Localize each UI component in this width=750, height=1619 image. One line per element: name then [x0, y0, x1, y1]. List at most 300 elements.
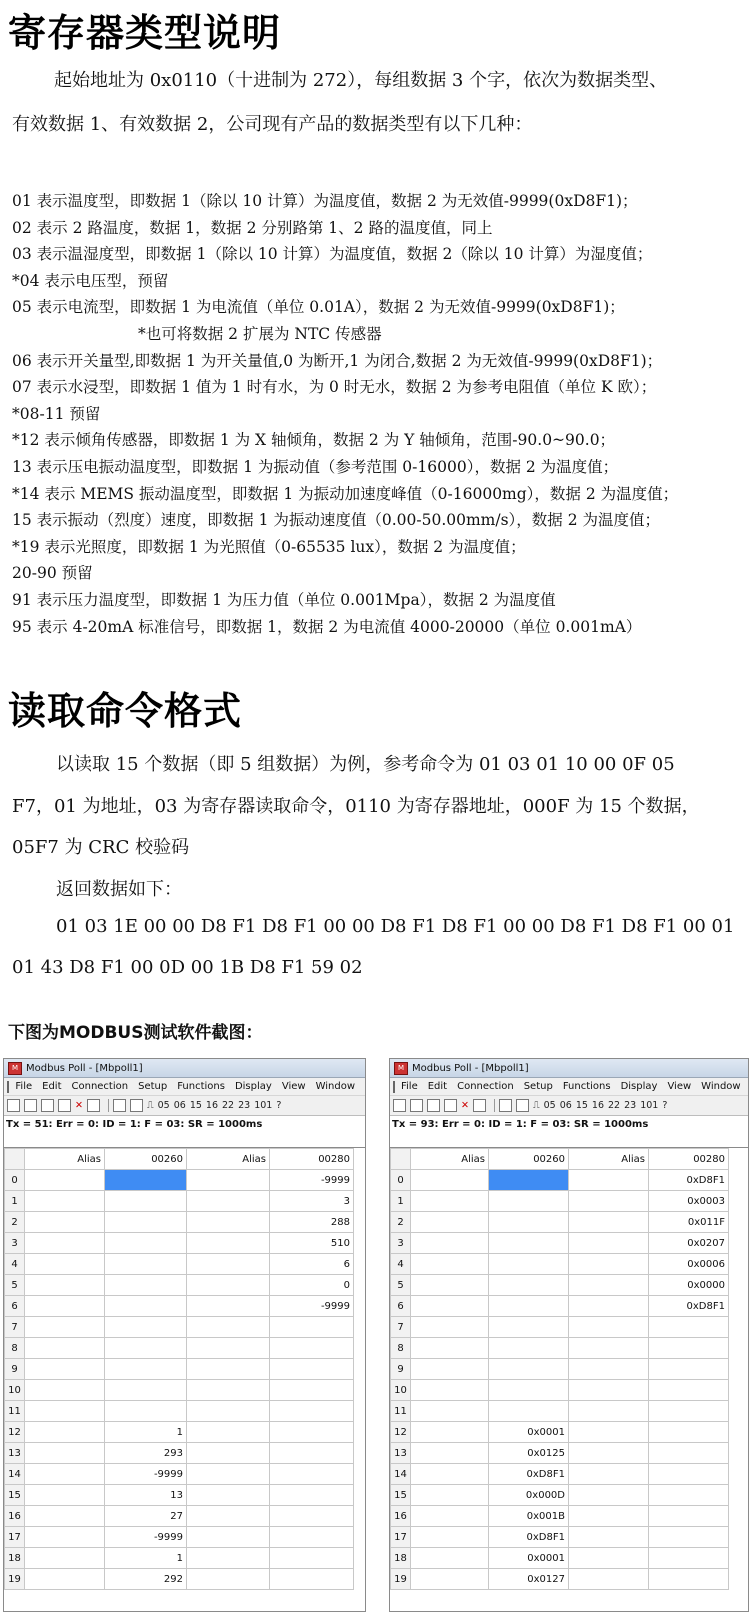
alias-cell[interactable]: [25, 1527, 105, 1548]
table-row: [391, 1170, 729, 1191]
menu-item-file[interactable]: File: [15, 1081, 33, 1092]
alias-cell[interactable]: [187, 1191, 270, 1212]
register-value-cell[interactable]: 0x011F: [649, 1212, 729, 1233]
alias-cell[interactable]: [569, 1233, 649, 1254]
register-value-cell[interactable]: [489, 1275, 569, 1296]
row-number: 3: [5, 1233, 25, 1254]
function-code-button[interactable]: 16: [591, 1100, 604, 1111]
table-row: [391, 1275, 729, 1296]
register-value-cell[interactable]: [105, 1380, 187, 1401]
menu-item-edit[interactable]: Edit: [427, 1081, 448, 1092]
row-number: 12: [5, 1422, 25, 1443]
row-number: 9: [391, 1359, 411, 1380]
alias-cell[interactable]: [411, 1212, 489, 1233]
function-code-button[interactable]: 05: [157, 1100, 170, 1111]
register-value-cell[interactable]: [649, 1506, 729, 1527]
row-number: 0: [391, 1170, 411, 1191]
alias-cell[interactable]: [25, 1296, 105, 1317]
alias-cell[interactable]: [25, 1212, 105, 1233]
alias-cell[interactable]: [411, 1296, 489, 1317]
connect-icon[interactable]: [499, 1099, 512, 1112]
function-code-button[interactable]: 101: [254, 1100, 273, 1111]
alias-column-header[interactable]: Alias: [569, 1149, 649, 1170]
new-icon[interactable]: [7, 1099, 20, 1112]
table-row: [391, 1443, 729, 1464]
function-code-button[interactable]: 15: [189, 1100, 202, 1111]
open-icon[interactable]: [24, 1099, 37, 1112]
table-row: [391, 1464, 729, 1485]
register-value-cell[interactable]: 0xD8F1: [649, 1170, 729, 1191]
register-value-cell[interactable]: [649, 1548, 729, 1569]
register-value-cell[interactable]: [270, 1359, 354, 1380]
open-icon[interactable]: [410, 1099, 423, 1112]
register-value-cell[interactable]: 0xD8F1: [489, 1464, 569, 1485]
toolbar-separator: [494, 1099, 495, 1112]
menu-item-display[interactable]: Display: [620, 1081, 658, 1092]
register-value-cell[interactable]: 0x0001: [489, 1548, 569, 1569]
alias-cell[interactable]: [411, 1464, 489, 1485]
register-value-cell[interactable]: [489, 1212, 569, 1233]
table-row: [5, 1548, 354, 1569]
register-value-cell[interactable]: 0x001B: [489, 1506, 569, 1527]
register-value-cell[interactable]: [105, 1401, 187, 1422]
alias-cell[interactable]: [25, 1233, 105, 1254]
register-value-cell[interactable]: 293: [105, 1443, 187, 1464]
alias-cell[interactable]: [25, 1548, 105, 1569]
register-value-cell[interactable]: 0x000D: [489, 1485, 569, 1506]
alias-cell[interactable]: [569, 1506, 649, 1527]
alias-cell[interactable]: [187, 1443, 270, 1464]
save-icon[interactable]: [427, 1099, 440, 1112]
grid-header-row: [391, 1149, 729, 1170]
register-value-cell[interactable]: 27: [105, 1506, 187, 1527]
alias-cell[interactable]: [569, 1527, 649, 1548]
register-value-cell[interactable]: [649, 1380, 729, 1401]
alias-cell[interactable]: [411, 1380, 489, 1401]
address-column-header[interactable]: 00260: [489, 1149, 569, 1170]
document-icon[interactable]: [393, 1081, 395, 1093]
row-number: 17: [391, 1527, 411, 1548]
register-value-cell[interactable]: [270, 1380, 354, 1401]
register-value-cell[interactable]: 0x0000: [649, 1275, 729, 1296]
alias-cell[interactable]: [569, 1359, 649, 1380]
register-value-cell[interactable]: 0x0125: [489, 1443, 569, 1464]
menu-item-view[interactable]: View: [281, 1081, 306, 1092]
data-type-line: *12 表示倾角传感器，即数据 1 为 X 轴倾角，数据 2 为 Y 轴倾角，范围-90.0~90.0；: [12, 431, 616, 450]
register-value-cell[interactable]: -9999: [105, 1527, 187, 1548]
menu-item-connection[interactable]: Connection: [71, 1081, 129, 1092]
data-type-line: *08-11 预留: [12, 404, 101, 423]
register-value-cell[interactable]: [649, 1569, 729, 1590]
table-row: [391, 1317, 729, 1338]
close-icon[interactable]: ✕: [75, 1100, 83, 1111]
register-value-cell[interactable]: [105, 1212, 187, 1233]
row-number: 10: [391, 1380, 411, 1401]
row-number: 19: [391, 1569, 411, 1590]
function-code-button[interactable]: 23: [624, 1100, 637, 1111]
table-row: [5, 1275, 354, 1296]
menu-item-edit[interactable]: Edit: [42, 1081, 62, 1092]
row-number: 2: [391, 1212, 411, 1233]
menu-item-window[interactable]: Window: [315, 1081, 355, 1092]
alias-cell[interactable]: [569, 1338, 649, 1359]
function-code-button[interactable]: 06: [559, 1100, 572, 1111]
alias-cell[interactable]: [25, 1506, 105, 1527]
register-value-cell[interactable]: -9999: [270, 1170, 354, 1191]
alias-cell[interactable]: [569, 1443, 649, 1464]
data-type-line: 01 表示温度型，即数据 1（除以 10 计算）为温度值，数据 2 为无效值-9999(0xD8F1)；: [12, 192, 638, 210]
register-value-cell[interactable]: [489, 1254, 569, 1275]
register-value-cell[interactable]: 0: [270, 1275, 354, 1296]
connect-icon[interactable]: [113, 1099, 126, 1112]
alias-cell[interactable]: [25, 1254, 105, 1275]
row-number: 7: [5, 1317, 25, 1338]
alias-column-header[interactable]: Alias: [187, 1149, 270, 1170]
alias-cell[interactable]: [25, 1569, 105, 1590]
alias-column-header[interactable]: Alias: [25, 1149, 105, 1170]
function-code-button[interactable]: 22: [608, 1100, 621, 1111]
print-icon[interactable]: [444, 1099, 457, 1112]
pulse-icon[interactable]: ⎍: [146, 1100, 154, 1111]
pulse-icon[interactable]: ⎍: [532, 1100, 540, 1111]
register-value-cell[interactable]: [489, 1296, 569, 1317]
register-value-cell[interactable]: [105, 1275, 187, 1296]
function-code-button[interactable]: 05: [543, 1100, 556, 1111]
alias-cell[interactable]: [569, 1212, 649, 1233]
alias-cell[interactable]: [187, 1212, 270, 1233]
alias-cell[interactable]: [187, 1401, 270, 1422]
register-value-cell[interactable]: [105, 1338, 187, 1359]
alias-cell[interactable]: [569, 1380, 649, 1401]
row-number: 1: [5, 1191, 25, 1212]
register-value-cell[interactable]: [270, 1338, 354, 1359]
register-value-cell[interactable]: [649, 1485, 729, 1506]
table-row: [5, 1464, 354, 1485]
register-value-cell[interactable]: [105, 1296, 187, 1317]
data-type-line: 95 表示 4-20mA 标准信号，即数据 1，数据 2 为电流值 4000-20000（单位 0.001mA）: [12, 617, 642, 636]
menu-item-view[interactable]: View: [667, 1081, 692, 1092]
alias-cell[interactable]: [411, 1275, 489, 1296]
window-titlebar[interactable]: [4, 1059, 365, 1078]
register-value-cell[interactable]: [489, 1359, 569, 1380]
disconnect-icon[interactable]: [130, 1099, 143, 1112]
alias-cell[interactable]: [569, 1254, 649, 1275]
register-value-cell[interactable]: [270, 1464, 354, 1485]
register-value-cell[interactable]: [270, 1422, 354, 1443]
function-code-button[interactable]: 101: [640, 1100, 659, 1111]
register-value-cell[interactable]: [270, 1317, 354, 1338]
alias-cell[interactable]: [25, 1380, 105, 1401]
data-type-line: 13 表示压电振动温度型，即数据 1 为振动值（参考范围 0-16000），数据 2 为温度值；: [12, 458, 619, 476]
register-value-cell[interactable]: [489, 1380, 569, 1401]
document-icon[interactable]: [7, 1081, 9, 1093]
alias-cell[interactable]: [187, 1422, 270, 1443]
table-row: [391, 1548, 729, 1569]
alias-cell[interactable]: [569, 1170, 649, 1191]
alias-cell[interactable]: [25, 1359, 105, 1380]
alias-cell[interactable]: [569, 1569, 649, 1590]
register-value-cell[interactable]: 0x0127: [489, 1569, 569, 1590]
alias-cell[interactable]: [411, 1422, 489, 1443]
register-value-cell[interactable]: [649, 1464, 729, 1485]
alias-cell[interactable]: [187, 1275, 270, 1296]
alias-cell[interactable]: [25, 1443, 105, 1464]
alias-cell[interactable]: [187, 1254, 270, 1275]
alias-cell[interactable]: [187, 1359, 270, 1380]
register-value-cell[interactable]: 6: [270, 1254, 354, 1275]
register-value-cell[interactable]: [649, 1422, 729, 1443]
register-value-cell[interactable]: 1: [105, 1548, 187, 1569]
function-code-button[interactable]: 06: [173, 1100, 186, 1111]
row-number: 13: [391, 1443, 411, 1464]
alias-cell[interactable]: [411, 1485, 489, 1506]
alias-cell[interactable]: [569, 1275, 649, 1296]
register-value-cell[interactable]: [489, 1317, 569, 1338]
alias-cell[interactable]: [411, 1317, 489, 1338]
alias-cell[interactable]: [187, 1548, 270, 1569]
row-number: 15: [391, 1485, 411, 1506]
register-value-cell[interactable]: [270, 1506, 354, 1527]
alias-column-header[interactable]: Alias: [411, 1149, 489, 1170]
row-number: 16: [5, 1506, 25, 1527]
register-value-cell[interactable]: -9999: [270, 1296, 354, 1317]
register-value-cell[interactable]: 3: [270, 1191, 354, 1212]
row-number: 17: [5, 1527, 25, 1548]
row-number: 13: [5, 1443, 25, 1464]
register-value-cell[interactable]: [270, 1443, 354, 1464]
alias-cell[interactable]: [25, 1422, 105, 1443]
register-value-cell[interactable]: [489, 1338, 569, 1359]
menu-item-functions[interactable]: Functions: [562, 1081, 611, 1092]
function-code-button[interactable]: 22: [222, 1100, 235, 1111]
data-type-line: *04 表示电压型，预留: [12, 271, 169, 290]
register-value-cell[interactable]: [649, 1443, 729, 1464]
register-value-cell[interactable]: [270, 1569, 354, 1590]
window-icon[interactable]: [473, 1099, 486, 1112]
menu-item-window[interactable]: Window: [701, 1081, 741, 1092]
alias-cell[interactable]: [411, 1569, 489, 1590]
register-value-cell[interactable]: [270, 1485, 354, 1506]
alias-cell[interactable]: [25, 1275, 105, 1296]
address-column-header[interactable]: 00260: [105, 1149, 187, 1170]
row-number: 16: [391, 1506, 411, 1527]
register-value-cell[interactable]: [649, 1317, 729, 1338]
toolbar-separator: [108, 1099, 109, 1112]
alias-cell[interactable]: [411, 1233, 489, 1254]
table-row: [5, 1317, 354, 1338]
menu-item-functions[interactable]: Functions: [177, 1081, 225, 1092]
table-row: [5, 1485, 354, 1506]
command-para-line-1: 以读取 15 个数据（即 5 组数据）为例，参考命令为 01 03 01 10 00 0F 05: [56, 754, 675, 775]
address-column-header[interactable]: 00280: [270, 1149, 354, 1170]
row-number: 9: [5, 1359, 25, 1380]
alias-cell[interactable]: [411, 1506, 489, 1527]
data-type-line: 02 表示 2 路温度，数据 1，数据 2 分别路第 1、2 路的温度值，同上: [12, 218, 493, 237]
alias-cell[interactable]: [411, 1191, 489, 1212]
menu-item-display[interactable]: Display: [234, 1081, 272, 1092]
screenshot-caption: 下图为MODBUS测试软件截图：: [8, 1023, 263, 1043]
modbus-poll-window-hex[interactable]: [389, 1058, 749, 1612]
data-type-line: 15 表示振动（烈度）速度，即数据 1 为振动速度值（0.00-50.00mm/s），数据 2 为温度值；: [12, 511, 661, 530]
data-type-line: 05 表示电流型，即数据 1 为电流值（单位 0.01A），数据 2 为无效值-9999(0xD8F1)；: [12, 298, 625, 317]
help-icon[interactable]: ?: [662, 1100, 668, 1111]
save-icon[interactable]: [41, 1099, 54, 1112]
alias-cell[interactable]: [187, 1317, 270, 1338]
alias-cell[interactable]: [569, 1296, 649, 1317]
row-number: 8: [5, 1338, 25, 1359]
data-type-line: *14 表示 MEMS 振动温度型，即数据 1 为振动加速度峰值（0-16000mg），数据 2 为温度值；: [12, 484, 679, 503]
register-value-cell[interactable]: 13: [105, 1485, 187, 1506]
modbus-poll-window-decimal[interactable]: [3, 1058, 366, 1612]
alias-cell[interactable]: [187, 1485, 270, 1506]
register-value-cell[interactable]: [489, 1233, 569, 1254]
register-value-cell[interactable]: [649, 1401, 729, 1422]
alias-cell[interactable]: [569, 1422, 649, 1443]
alias-cell[interactable]: [411, 1254, 489, 1275]
new-icon[interactable]: [393, 1099, 406, 1112]
alias-cell[interactable]: [25, 1401, 105, 1422]
alias-cell[interactable]: [569, 1464, 649, 1485]
function-code-button[interactable]: 16: [205, 1100, 218, 1111]
return-data-label: 返回数据如下：: [56, 879, 182, 900]
return-data-line-1: 01 03 1E 00 00 D8 F1 D8 F1 00 00 D8 F1 D8 F1 00 00 D8 F1 D8 F1 00 01: [56, 916, 735, 937]
table-row: [5, 1170, 354, 1191]
row-number: 6: [391, 1296, 411, 1317]
register-value-cell[interactable]: [105, 1317, 187, 1338]
register-value-cell[interactable]: 292: [105, 1569, 187, 1590]
status-line: Tx = 93: Err = 0: ID = 1: F = 03: SR = 1000ms: [390, 1116, 748, 1148]
table-row: [391, 1527, 729, 1548]
register-value-cell[interactable]: 0x0001: [489, 1422, 569, 1443]
table-row: [391, 1380, 729, 1401]
address-column-header[interactable]: 00280: [649, 1149, 729, 1170]
alias-cell[interactable]: [187, 1296, 270, 1317]
alias-cell[interactable]: [187, 1170, 270, 1191]
alias-cell[interactable]: [25, 1338, 105, 1359]
alias-cell[interactable]: [569, 1485, 649, 1506]
alias-cell[interactable]: [187, 1338, 270, 1359]
table-row: [391, 1506, 729, 1527]
menu-item-setup[interactable]: Setup: [138, 1081, 168, 1092]
register-value-cell[interactable]: [489, 1191, 569, 1212]
table-row: [5, 1254, 354, 1275]
alias-cell[interactable]: [187, 1569, 270, 1590]
data-type-line: 20-90 预留: [12, 564, 93, 583]
alias-cell[interactable]: [411, 1527, 489, 1548]
row-number: 4: [391, 1254, 411, 1275]
alias-cell[interactable]: [25, 1317, 105, 1338]
command-para-line-3: 05F7 为 CRC 校验码: [12, 837, 190, 858]
register-value-cell[interactable]: [270, 1527, 354, 1548]
register-value-cell[interactable]: [489, 1170, 569, 1191]
disconnect-icon[interactable]: [516, 1099, 529, 1112]
table-row: [391, 1254, 729, 1275]
window-titlebar[interactable]: [390, 1059, 748, 1078]
alias-cell[interactable]: [411, 1443, 489, 1464]
register-value-cell[interactable]: 0x0207: [649, 1233, 729, 1254]
print-icon[interactable]: [58, 1099, 71, 1112]
register-value-cell[interactable]: 288: [270, 1212, 354, 1233]
register-value-cell[interactable]: [270, 1401, 354, 1422]
alias-cell[interactable]: [187, 1527, 270, 1548]
register-value-cell[interactable]: [105, 1233, 187, 1254]
grid-header-row: [5, 1149, 354, 1170]
data-type-line: *19 表示光照度，即数据 1 为光照值（0-65535 lux），数据 2 为温度值；: [12, 537, 526, 556]
register-value-cell[interactable]: [489, 1401, 569, 1422]
function-code-button[interactable]: 23: [238, 1100, 251, 1111]
register-value-cell[interactable]: 0xD8F1: [489, 1527, 569, 1548]
register-value-cell[interactable]: 0x0003: [649, 1191, 729, 1212]
row-number: 12: [391, 1422, 411, 1443]
alias-cell[interactable]: [569, 1317, 649, 1338]
toolbar: [4, 1096, 365, 1116]
intro-line-1: 起始地址为 0x0110（十进制为 272），每组数据 3 个字，依次为数据类型、: [54, 70, 668, 91]
alias-cell[interactable]: [25, 1170, 105, 1191]
alias-cell[interactable]: [569, 1548, 649, 1569]
modbus-app-icon: M: [8, 1062, 22, 1075]
alias-cell[interactable]: [411, 1548, 489, 1569]
grid-corner: [5, 1149, 25, 1170]
register-value-cell[interactable]: 0xD8F1: [649, 1296, 729, 1317]
alias-cell[interactable]: [25, 1464, 105, 1485]
table-row: [391, 1296, 729, 1317]
table-row: [5, 1212, 354, 1233]
register-value-cell[interactable]: [649, 1359, 729, 1380]
register-value-cell[interactable]: [105, 1359, 187, 1380]
register-value-cell[interactable]: 0x0006: [649, 1254, 729, 1275]
alias-cell[interactable]: [187, 1464, 270, 1485]
register-value-cell[interactable]: [649, 1338, 729, 1359]
alias-cell[interactable]: [187, 1233, 270, 1254]
register-value-cell[interactable]: 510: [270, 1233, 354, 1254]
row-number: 11: [5, 1401, 25, 1422]
alias-cell[interactable]: [411, 1401, 489, 1422]
alias-cell[interactable]: [25, 1191, 105, 1212]
window-title: Modbus Poll - [Mbpoll1]: [26, 1062, 143, 1074]
menu-item-file[interactable]: File: [401, 1081, 418, 1092]
data-type-line: 03 表示温湿度型，即数据 1（除以 10 计算）为温度值，数据 2（除以 10 计算）为湿度值；: [12, 245, 653, 264]
register-value-cell[interactable]: -9999: [105, 1464, 187, 1485]
table-row: [391, 1338, 729, 1359]
register-value-cell[interactable]: 1: [105, 1422, 187, 1443]
register-value-cell[interactable]: [649, 1527, 729, 1548]
row-number: 5: [5, 1275, 25, 1296]
register-value-cell[interactable]: [105, 1191, 187, 1212]
close-icon[interactable]: ✕: [461, 1100, 469, 1111]
alias-cell[interactable]: [411, 1359, 489, 1380]
register-value-cell[interactable]: [105, 1170, 187, 1191]
window-icon[interactable]: [87, 1099, 100, 1112]
alias-cell[interactable]: [569, 1401, 649, 1422]
section-title-register-types: 寄存器类型说明: [8, 11, 282, 55]
menu-item-connection[interactable]: Connection: [457, 1081, 514, 1092]
alias-cell[interactable]: [25, 1485, 105, 1506]
register-value-cell[interactable]: [270, 1548, 354, 1569]
alias-cell[interactable]: [187, 1380, 270, 1401]
table-row: [391, 1359, 729, 1380]
alias-cell[interactable]: [187, 1506, 270, 1527]
function-code-button[interactable]: 15: [575, 1100, 588, 1111]
alias-cell[interactable]: [411, 1170, 489, 1191]
row-number: 11: [391, 1401, 411, 1422]
help-icon[interactable]: ?: [276, 1100, 282, 1111]
row-number: 10: [5, 1380, 25, 1401]
alias-cell[interactable]: [569, 1191, 649, 1212]
alias-cell[interactable]: [411, 1338, 489, 1359]
menu-item-setup[interactable]: Setup: [523, 1081, 553, 1092]
register-grid: [390, 1148, 729, 1590]
register-value-cell[interactable]: [105, 1254, 187, 1275]
